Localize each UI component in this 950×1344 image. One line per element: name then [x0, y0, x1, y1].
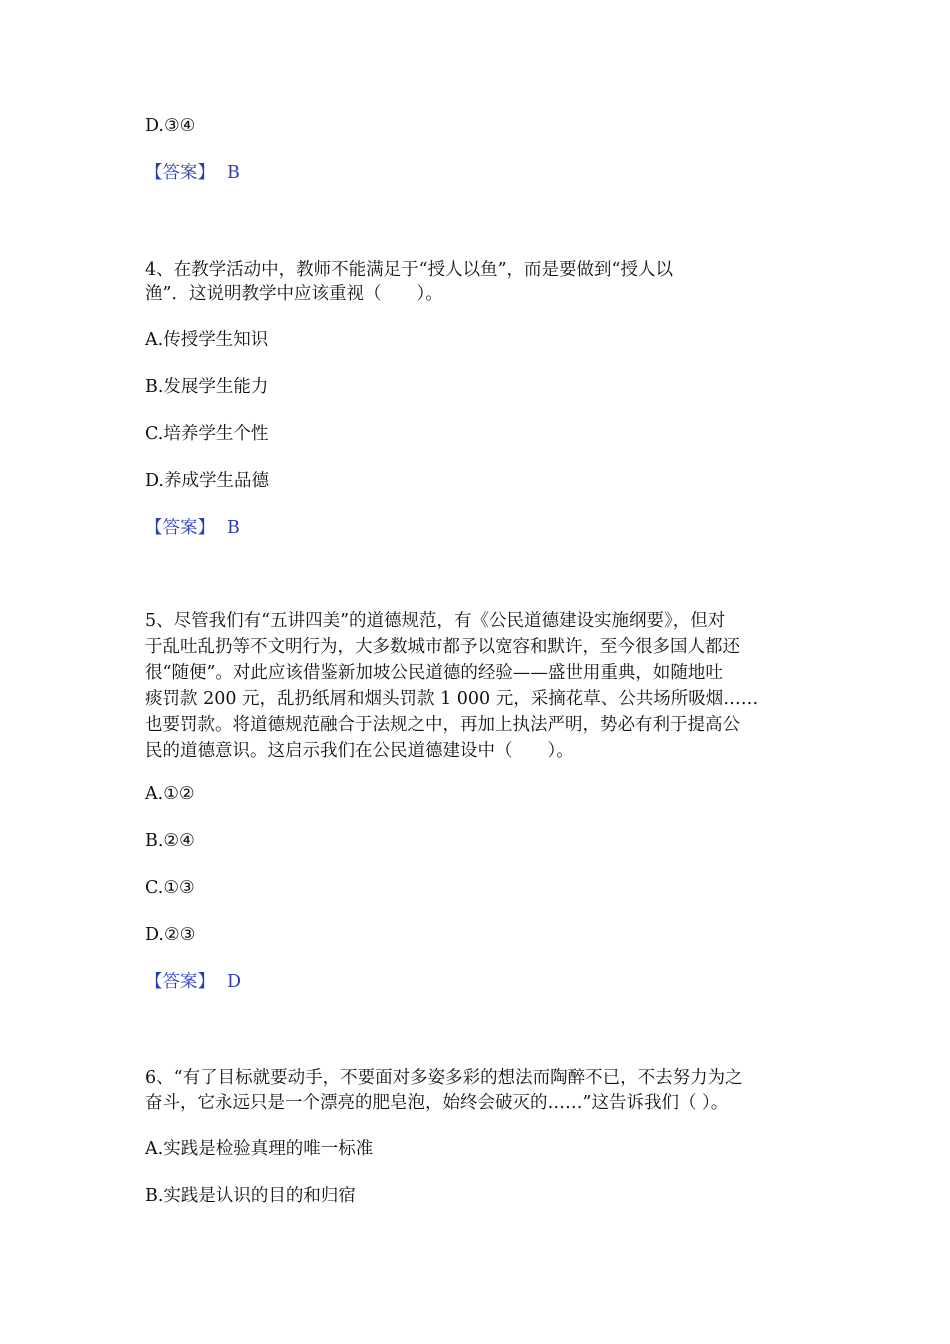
q6-stem-line-2: 奋斗，它永远只是一个漂亮的肥皂泡，始终会破灭的……”这告诉我们（ ）。	[145, 1093, 729, 1113]
q3-answer-tag: 【答案】	[145, 163, 215, 183]
q3-answer-value: B	[227, 163, 240, 183]
q5-stem-line-4: 痰罚款 200 元，乱扔纸屑和烟头罚款 1 000 元，采摘花草、公共场所吸烟……	[145, 689, 759, 709]
q5-option-c: C.①③	[145, 878, 195, 898]
q5-answer	[145, 970, 241, 994]
q5-answer-value: D	[227, 972, 242, 992]
q4-answer-value: B	[227, 518, 240, 538]
q4-option-b: B.发展学生能力	[145, 377, 269, 397]
q6-option-a: A.实践是检验真理的唯一标准	[145, 1139, 374, 1159]
q5-option-d: D.②③	[145, 925, 196, 945]
q3-answer	[145, 161, 240, 185]
q4-stem-line-2: 渔”．这说明教学中应该重视（ ）。	[145, 284, 443, 304]
q4-option-a: A.传授学生知识	[145, 330, 269, 350]
q5-stem-line-1: 5、尽管我们有“五讲四美”的道德规范，有《公民道德建设实施纲要》，但对	[145, 611, 726, 631]
q5-option-b: B.②④	[145, 831, 195, 851]
q5-option-a: A.①②	[145, 784, 195, 804]
q4-option-d: D.养成学生品德	[145, 471, 269, 491]
q5-stem-line-5: 也要罚款。将道德规范融合于法规之中，再加上执法严明，势必有利于提高公	[145, 715, 740, 735]
q4-option-c: C.培养学生个性	[145, 424, 269, 444]
q5-stem-line-6: 民的道德意识。这启示我们在公民道德建设中（ ）。	[145, 741, 574, 761]
q4-stem-line-1: 4、在教学活动中，教师不能满足于“授人以鱼”，而是要做到“授人以	[145, 260, 673, 280]
q4-answer	[145, 516, 240, 540]
q6-stem-line-1: 6、“有了目标就要动手，不要面对多姿多彩的想法而陶醉不已，不去努力为之	[145, 1068, 743, 1088]
q3-option-d: D.③④	[145, 116, 196, 136]
q4-answer-tag: 【答案】	[145, 518, 215, 538]
q5-stem-line-2: 于乱吐乱扔等不文明行为，大多数城市都予以宽容和默许，至今很多国人都还	[145, 637, 740, 657]
q6-option-b: B.实践是认识的目的和归宿	[145, 1186, 356, 1206]
q5-stem-line-3: 很“随便”。对此应该借鉴新加坡公民道德的经验——盛世用重典，如随地吐	[145, 663, 723, 683]
q5-answer-tag: 【答案】	[145, 972, 215, 992]
